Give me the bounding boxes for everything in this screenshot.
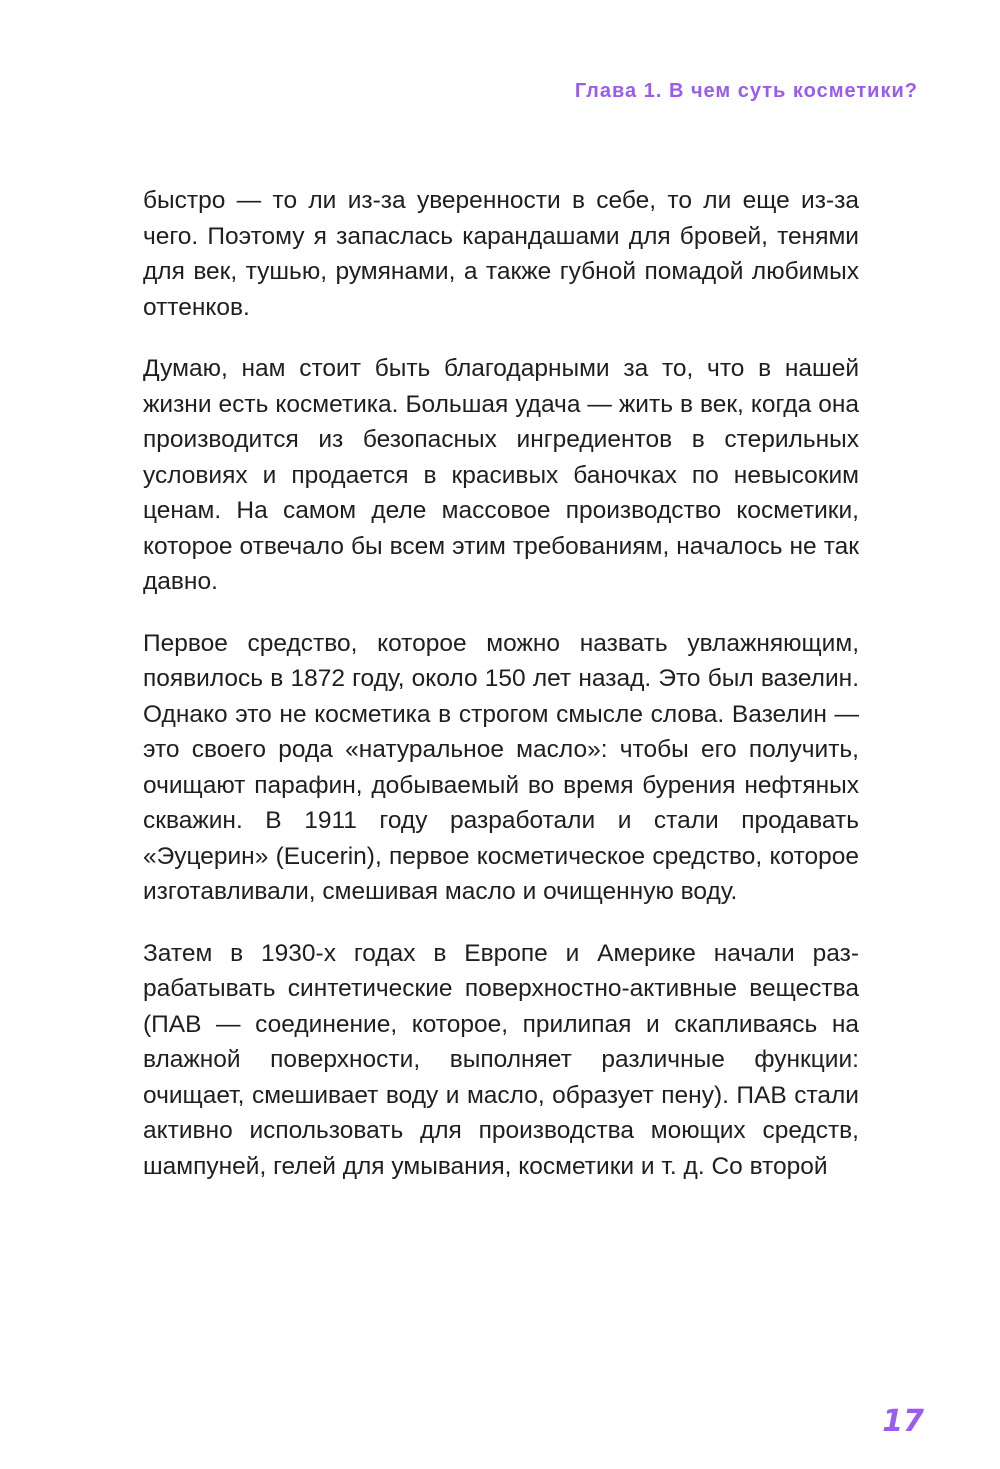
page-body: [143, 183, 859, 1210]
paragraph-4: Затем в 1930-х годах в Европе и Америке начали разрабатывать синтетические поверхностно-активные вещества (ПАВ — соединение, которое, прилипая и скапливаясь на влажной поверхности, выполняет различные функции: очищает, смешивает воду и масло, образует пену). ПАВ стали активно использовать для производства моющих средств, шампуней, гелей для умывания, косметики и т. д. Со второй: [143, 939, 859, 1180]
paragraph-3: Первое средство, которое можно назвать увлажняющим, появилось в 1872 году, около 150 лет назад. Это был вазелин. Однако это не косметика в строгом смысле слова. Вазелин — это своего рода «натуральное масло»: чтобы его получить, очищают парафин, добываемый во время бурения нефтяных скважин. В 1911 году разработали и стали продавать «Эуцерин» (Eucerin), первое косметическое средство, которое изготавливали, смешивая масло и очищенную воду.: [143, 629, 859, 905]
paragraph-2: Думаю, нам стоит быть благодарными за то, что в нашей жизни есть косметика. Большая удача — жить в век, когда она производится из безопасных ингредиентов в стерильных условиях и продается в красивых баночках по невысоким ценам. На самом деле массовое производство косметики, которое отвечало бы всем этим требованиям, началось не так давно.: [143, 355, 859, 595]
chapter-running-header: Глава 1. В чем суть косметики?: [574, 80, 918, 102]
paragraph-1: быстро — то ли из-за уверенности в себе, то ли еще из-за чего. Поэтому я запаслась карандашами для бровей, тенями для век, тушью, румянами, а также губной помадой любимых оттенков.: [143, 187, 859, 321]
page-number: 17: [882, 1404, 924, 1439]
